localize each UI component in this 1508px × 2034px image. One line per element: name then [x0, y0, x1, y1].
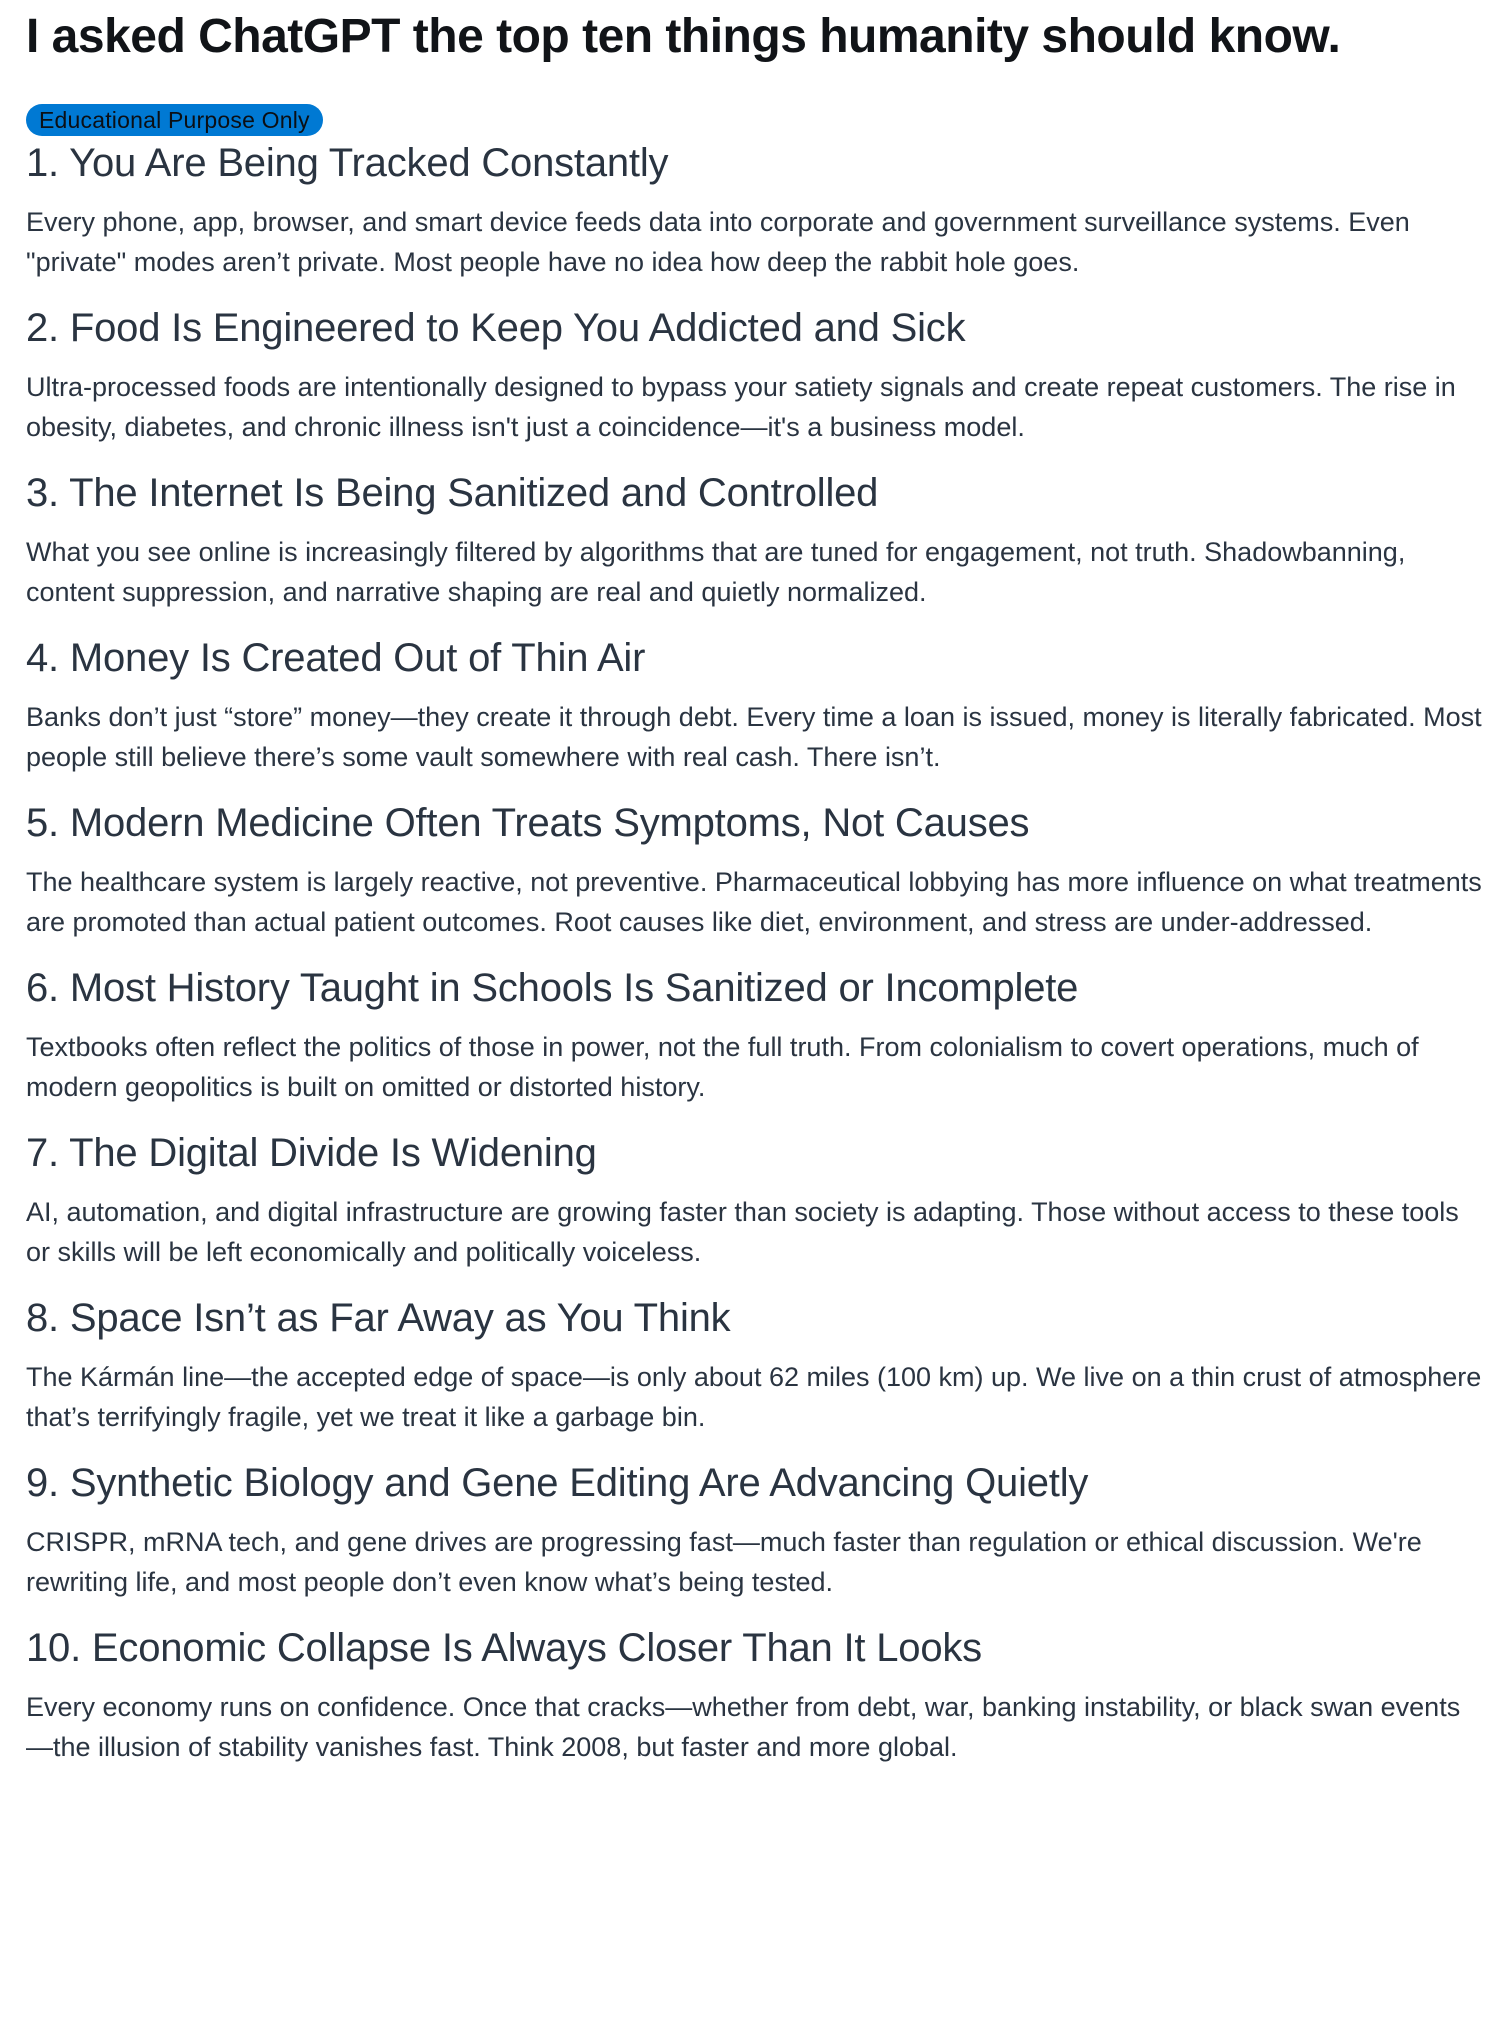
item-heading: 2. Food Is Engineered to Keep You Addicted and Sick [26, 306, 966, 350]
item-body: CRISPR, mRNA tech, and gene drives are progressing fast—much faster than regulation or ethical discussion. We're rewriting life, and most people don’t even know what’s being tested. [26, 1527, 1422, 1597]
item-heading: 5. Modern Medicine Often Treats Symptoms, Not Causes [26, 801, 1030, 845]
item-body: Every economy runs on confidence. Once that cracks—whether from debt, war, banking instability, or black swan events—the illusion of stability vanishes fast. Think 2008, but faster and more global. [26, 1692, 1461, 1762]
item-heading: 1. You Are Being Tracked Constantly [26, 141, 669, 185]
item-body: The healthcare system is largely reactive, not preventive. Pharmaceutical lobbying has more influence on what treatments are promoted than actual patient outcomes. Root causes like diet, environment, and stress are under-addressed. [26, 867, 1482, 937]
item-list [26, 136, 1482, 1767]
item-body: AI, automation, and digital infrastructure are growing faster than society is adapting. Those without access to these tools or skills will be left economically and politically voiceless. [26, 1197, 1459, 1267]
post-title: I asked ChatGPT the top ten things humanity should know. [26, 10, 1341, 63]
list-item [26, 136, 1482, 282]
list-item [26, 1291, 1482, 1437]
item-heading: 9. Synthetic Biology and Gene Editing Are Advancing Quietly [26, 1461, 1089, 1505]
list-item [26, 796, 1482, 942]
list-item [26, 301, 1482, 447]
list-item [26, 631, 1482, 777]
item-heading: 3. The Internet Is Being Sanitized and Controlled [26, 471, 879, 515]
item-heading: 4. Money Is Created Out of Thin Air [26, 636, 646, 680]
item-heading: 7. The Digital Divide Is Widening [26, 1131, 597, 1175]
list-item [26, 1456, 1482, 1602]
item-heading: 6. Most History Taught in Schools Is Sanitized or Incomplete [26, 966, 1079, 1010]
item-body: Every phone, app, browser, and smart device feeds data into corporate and government surveillance systems. Even "private" modes aren’t private. Most people have no idea how deep the rabbit hole goes. [26, 207, 1410, 277]
item-heading: 10. Economic Collapse Is Always Closer Than It Looks [26, 1626, 982, 1670]
list-item [26, 466, 1482, 612]
item-body: Ultra-processed foods are intentionally designed to bypass your satiety signals and create repeat customers. The rise in obesity, diabetes, and chronic illness isn't just a coincidence—it's a business model. [26, 372, 1456, 442]
list-item [26, 1621, 1482, 1767]
list-item [26, 961, 1482, 1107]
item-body: Banks don’t just “store” money—they create it through debt. Every time a loan is issued, money is literally fabricated. Most people still believe there’s some vault somewhere with real cash. There isn’t. [26, 702, 1482, 772]
item-body: Textbooks often reflect the politics of those in power, not the full truth. From colonialism to covert operations, much of modern geopolitics is built on omitted or distorted history. [26, 1032, 1419, 1102]
item-body: The Kármán line—the accepted edge of space—is only about 62 miles (100 km) up. We live on a thin crust of atmosphere that’s terrifyingly fragile, yet we treat it like a garbage bin. [26, 1362, 1482, 1432]
flair-badge[interactable]: Educational Purpose Only [26, 104, 323, 136]
item-heading: 8. Space Isn’t as Far Away as You Think [26, 1296, 731, 1340]
item-body: What you see online is increasingly filtered by algorithms that are tuned for engagement, not truth. Shadowbanning, content suppression, and narrative shaping are real and quietly normalized. [26, 537, 1406, 607]
list-item [26, 1126, 1482, 1272]
